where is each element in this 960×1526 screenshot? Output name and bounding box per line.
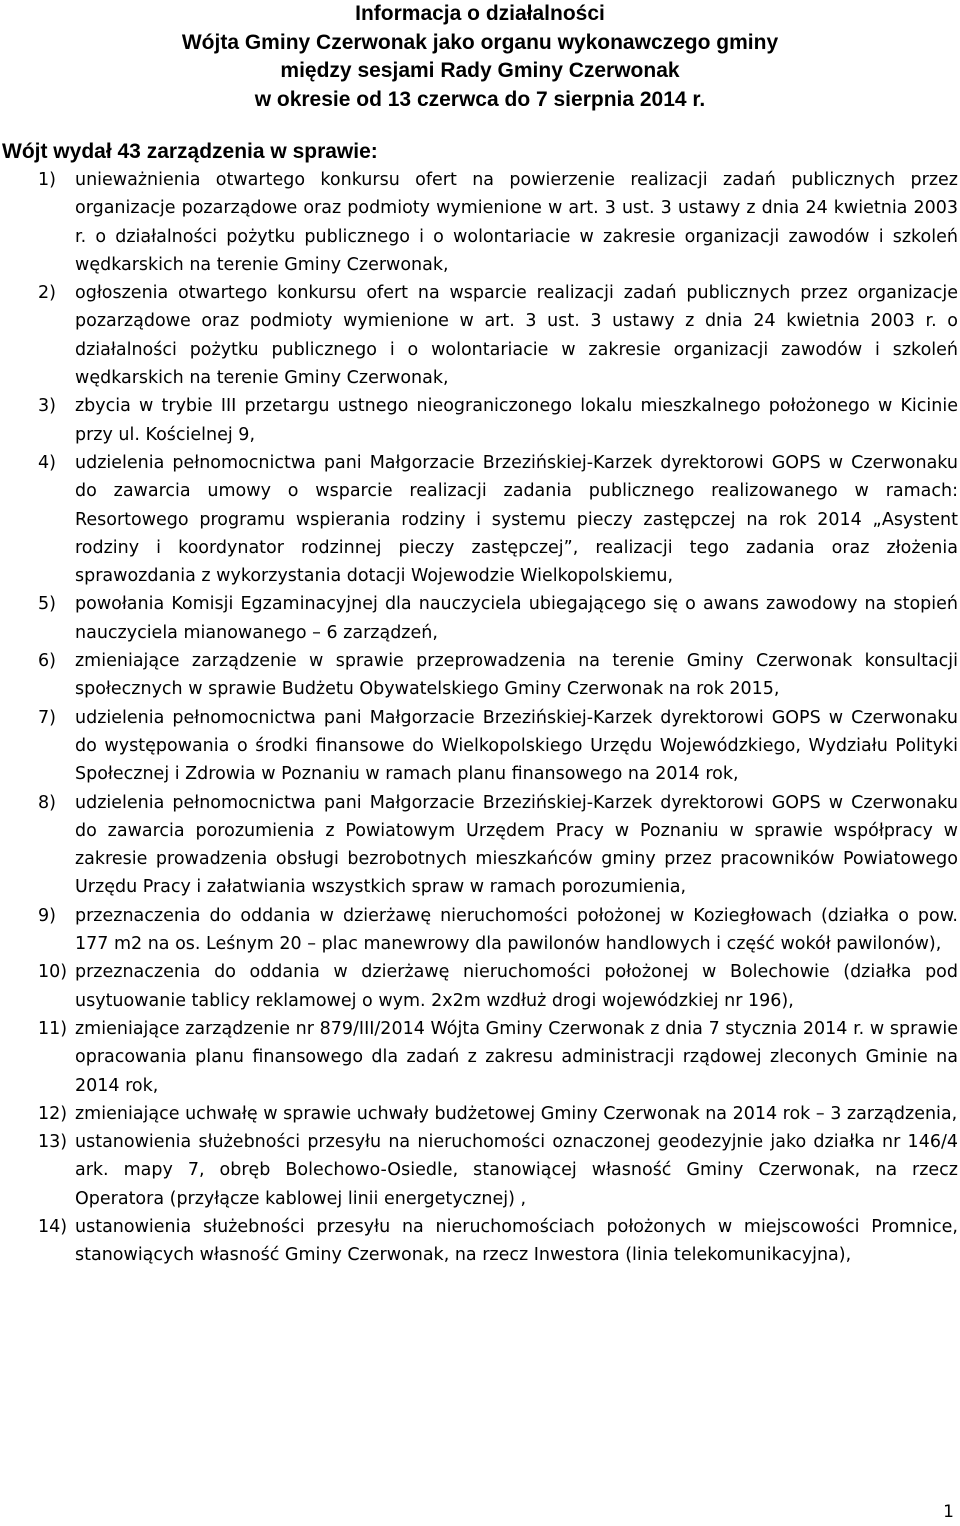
item-text: zbycia w trybie III przetargu ustnego nieograniczonego lokalu mieszkalnego położonego w Kicinie przy ul. Kościelnej 9, (75, 396, 958, 445)
list-item (0, 647, 958, 704)
title-line-1: Informacja o działalności (355, 2, 605, 25)
list-item (0, 789, 958, 902)
item-number: 14) (38, 1216, 68, 1237)
item-number: 8) (38, 792, 56, 813)
item-number: 4) (38, 452, 56, 473)
list-item (0, 1015, 958, 1100)
list-item (0, 1213, 958, 1270)
list-item (0, 279, 958, 392)
item-number: 13) (38, 1132, 68, 1153)
item-number: 3) (38, 396, 56, 417)
list-item (0, 392, 958, 449)
item-number: 2) (38, 283, 56, 304)
list-item (0, 958, 958, 1015)
ordinance-list (0, 166, 958, 1270)
item-number: 7) (38, 707, 56, 728)
item-text: udzielenia pełnomocnictwa pani Małgorzacie Brzezińskiej-Karzek dyrektorowi GOPS w Czerwonaku do zawarcia umowy o wsparcie realizacji zadania publicznego realizowanego w ramach: Resortowego programu wspierania rodziny i systemu pieczy zastępczej na rok 2014 „Asystent rodziny i koordynator rodzinnej pieczy zastępczej”, realizacji tego zadania oraz złożenia sprawozdania z wykorzystania dotacji Wojewodzie Wielkopolskiemu, (75, 452, 958, 587)
item-text: udzielenia pełnomocnictwa pani Małgorzacie Brzezińskiej-Karzek dyrektorowi GOPS w Czerwonaku do zawarcia porozumienia z Powiatowym Urzędem Pracy w Poznaniu w sprawie współpracy w zakresie prowadzenia obsługi bezrobotnych mieszkańców gminy przez pracowników Powiatowego Urzędu Pracy i załatwiania wszystkich spraw w ramach porozumienia, (75, 792, 958, 898)
item-text: przeznaczenia do oddania w dzierżawę nieruchomości położonej w Bolechowie (działka pod usytuowanie tablicy reklamowej o wym. 2x2m wzdłuż drogi wojewódzkiej nr 196), (75, 962, 958, 1011)
intro-heading: Wójt wydał 43 zarządzenia w sprawie: (2, 140, 378, 163)
item-number: 12) (38, 1103, 68, 1124)
item-text: przeznaczenia do oddania w dzierżawę nieruchomości położonej w Koziegłowach (działka o pow. 177 m2 na os. Leśnym 20 – plac manewrowy dla pawilonów handlowych i część wokół pawilonów), (75, 905, 958, 955)
item-text: udzielenia pełnomocnictwa pani Małgorzacie Brzezińskiej-Karzek dyrektorowi GOPS w Czerwonaku do występowania o środki finansowe do Wielkopolskiego Urzędu Wojewódzkiego, Wydziału Polityki Społecznej i Zdrowia w Poznaniu w ramach planu finansowego na 2014 rok, (75, 707, 958, 785)
item-text: ogłoszenia otwartego konkursu ofert na wsparcie realizacji zadań publicznych przez organizacje pozarządowe oraz podmioty wymienione w art. 3 ust. 3 ustawy z dnia 24 kwietnia 2003 r. o działalności pożytku publicznego i o wolontariacie w zakresie organizacji zawodów i szkoleń wędkarskich na terenie Gminy Czerwonak, (75, 283, 958, 389)
document-title (0, 0, 960, 114)
list-item (0, 1100, 958, 1128)
item-number: 6) (38, 651, 56, 672)
list-item (0, 590, 958, 647)
title-line-4: w okresie od 13 czerwca do 7 sierpnia 2014 r. (254, 87, 706, 111)
title-line-2: Wójta Gminy Czerwonak jako organu wykonawczego gminy (181, 30, 779, 54)
item-number: 9) (38, 905, 56, 926)
title-line-3: między sesjami Rady Gminy Czerwonak (280, 59, 680, 82)
item-text: ustanowienia służebności przesyłu na nieruchomościach położonych w miejscowości Promnice, stanowiących własność Gminy Czerwonak, na rzecz Inwestora (linia telekomunikacyjna), (75, 1216, 958, 1266)
item-text: unieważnienia otwartego konkursu ofert na powierzenie realizacji zadań publicznych przez organizacje pozarządowe oraz podmioty wymienione w art. 3 ust. 3 ustawy z dnia 24 kwietnia 2003 r. o działalności pożytku publicznego i o wolontariacie w zakresie organizacji zawodów i szkoleń wędkarskich na terenie Gminy Czerwonak, (75, 170, 958, 275)
list-item (0, 902, 958, 959)
item-text: zmieniające uchwałę w sprawie uchwały budżetowej Gminy Czerwonak na 2014 rok – 3 zarządzenia, (75, 1103, 958, 1124)
item-number: 5) (38, 594, 56, 615)
item-text: powołania Komisji Egzaminacyjnej dla nauczyciela ubiegającego się o awans zawodowy na stopień nauczyciela mianowanego – 6 zarządzeń, (75, 594, 958, 643)
list-item (0, 1128, 958, 1213)
list-item (0, 449, 958, 590)
page-number: 1 (943, 1502, 954, 1522)
list-item (0, 166, 958, 279)
item-number: 11) (38, 1018, 68, 1039)
item-number: 1) (38, 170, 56, 190)
item-text: zmieniające zarządzenie nr 879/III/2014 Wójta Gminy Czerwonak z dnia 7 stycznia 2014 r. w sprawie opracowania planu finansowego dla zadań z zakresu administracji rządowej zleconych Gminie na 2014 rok, (75, 1018, 958, 1096)
list-item (0, 704, 958, 789)
item-text: ustanowienia służebności przesyłu na nieruchomości oznaczonej geodezyjnie jako działka nr 146/4 ark. mapy 7, obręb Bolechowo-Osiedle, stanowiącej własność Gminy Czerwonak, na rzecz Operatora (przyłącze kablowej linii energetycznej) , (75, 1132, 958, 1209)
item-text: zmieniające zarządzenie w sprawie przeprowadzenia na terenie Gminy Czerwonak konsultacji społecznych w sprawie Budżetu Obywatelskiego Gminy Czerwonak na rok 2015, (75, 651, 958, 700)
item-number: 10) (38, 962, 68, 983)
